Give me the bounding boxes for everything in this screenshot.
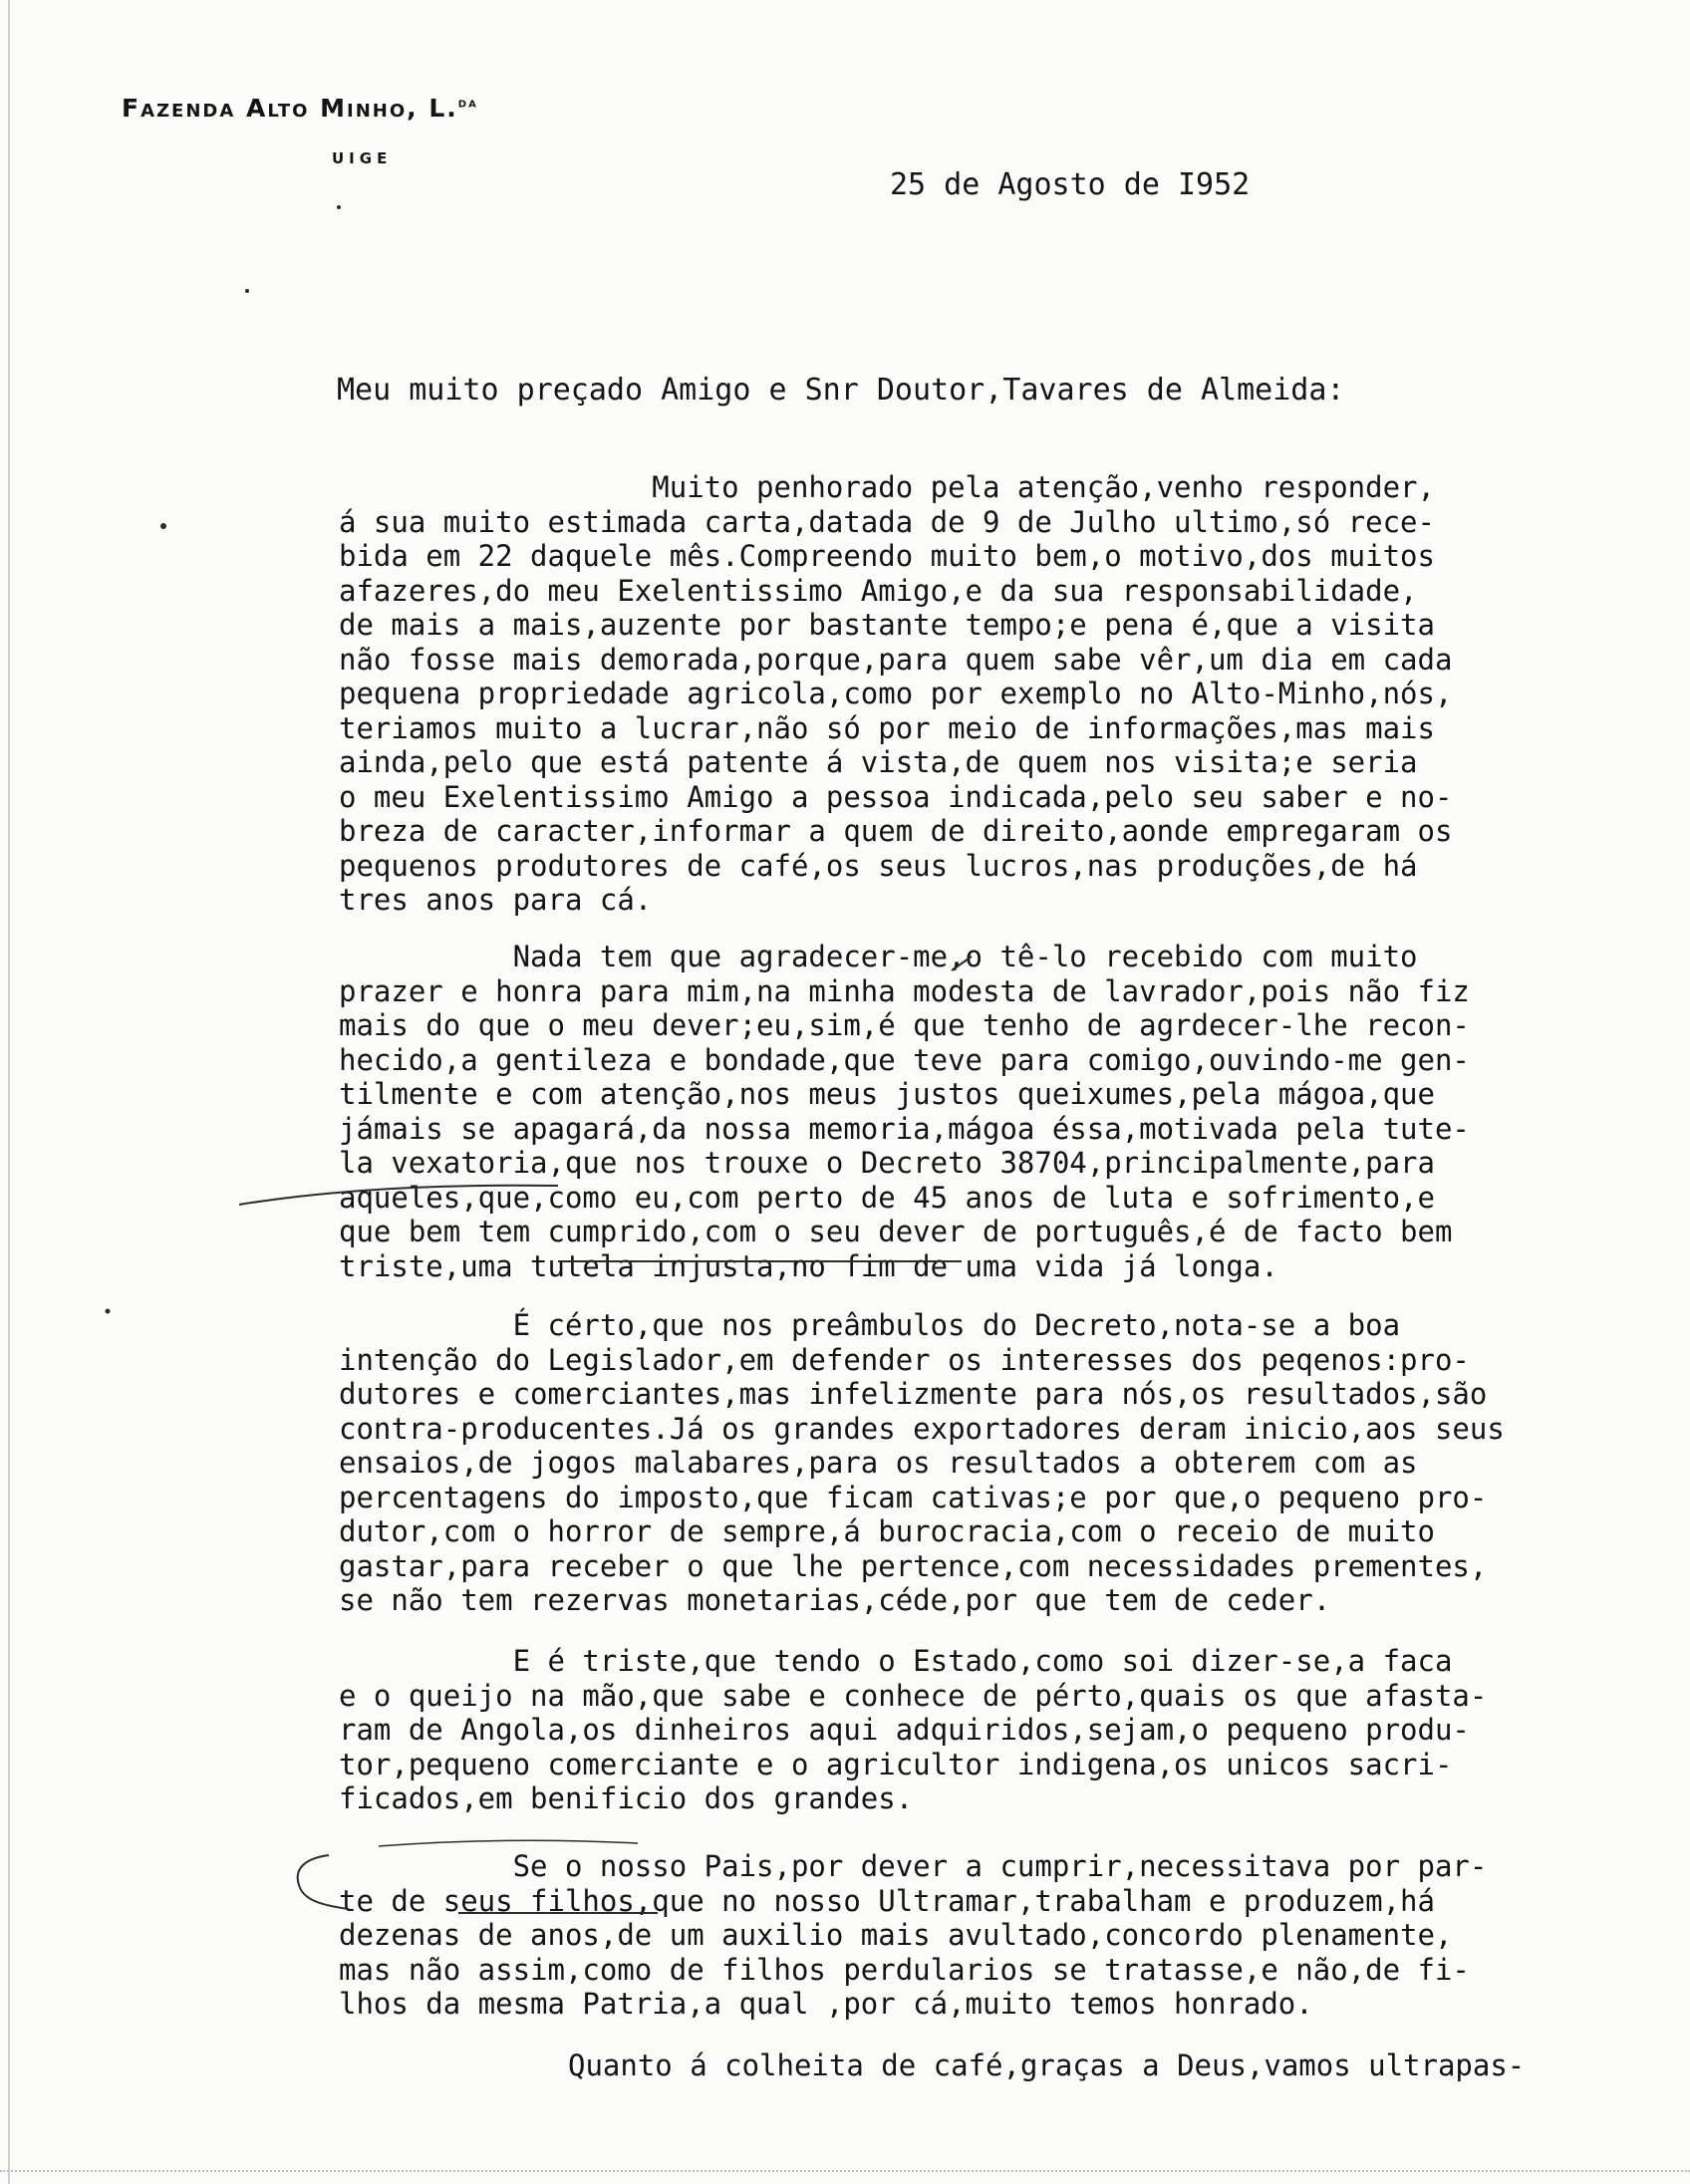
- text-line: Muito penhorado pela atenção,venho responder,: [339, 470, 1435, 504]
- text-line: dutores e comerciantes,mas infelizmente para nós,os resultados,são: [339, 1377, 1488, 1411]
- company-suffix: da: [457, 95, 478, 112]
- text-line: o meu Exelentissimo Amigo a pessoa indicada,pelo seu saber e no-: [339, 779, 1453, 814]
- text-line: contra-producentes.Já os grandes exportadores deram inicio,aos seus: [339, 1411, 1505, 1446]
- text-line: de mais a mais,auzente por bastante tempo;e pena é,que a visita: [339, 608, 1435, 642]
- text-line: breza de caracter,informar a quem de direito,aonde empregaram os: [339, 814, 1453, 848]
- text-line: É cérto,que nos preâmbulos do Decreto,nota-se a boa: [339, 1308, 1401, 1342]
- paragraph-4: [339, 1644, 1654, 1816]
- text-line: dezenas de anos,de um auxilio mais avultado,concordo plenamente,: [339, 1918, 1453, 1952]
- ink-dot: [160, 523, 166, 529]
- text-line: tilmente e com atenção,nos meus justos queixumes,pela mágoa,que: [339, 1077, 1435, 1111]
- text-line: tres anos para cá.: [339, 883, 653, 917]
- text-line: prazer e honra para mim,na minha modesta de lavrador,pois não fiz: [339, 973, 1470, 1008]
- salutation: Meu muito preçado Amigo e Snr Doutor,Tavares de Almeida:: [337, 373, 1345, 408]
- text-line: dutor,com o horror de sempre,á burocracia,com o receio de muito: [339, 1514, 1435, 1548]
- ink-dot: [106, 1309, 111, 1314]
- text-line: mais do que o meu dever;eu,sim,é que tenho de agrdecer-lhe recon-: [339, 1008, 1470, 1042]
- paragraph-5: [339, 1849, 1654, 2022]
- text-line: tor,pequeno comerciante e o agricultor indigena,os unicos sacri-: [339, 1747, 1453, 1781]
- text-line: bida em 22 daquele mês.Compreendo muito bem,o motivo,dos muitos: [339, 539, 1435, 573]
- paragraph-2: [339, 940, 1654, 1283]
- text-line: mas não assim,como de filhos perdularios se tratasse,e não,de fi-: [339, 1952, 1470, 1987]
- text-line: la vexatoria,que nos trouxe o Decreto 38704,principalmente,para: [339, 1146, 1435, 1180]
- text-line: e o queijo na mão,que sabe e conhece de pérto,quais os que afasta-: [339, 1678, 1488, 1713]
- text-line: aqueles,que,como eu,com perto de 45 anos de luta e sofrimento,e: [339, 1180, 1435, 1215]
- text-line: jámais se apagará,da nossa memoria,mágoa éssa,motivada pela tute-: [339, 1111, 1470, 1146]
- text-line: se não tem rezervas monetarias,céde,por que tem de ceder.: [339, 1583, 1331, 1617]
- text-line: Nada tem que agradecer-me,o tê-lo recebido com muito: [339, 940, 1418, 973]
- text-line: ficados,em benificio dos grandes.: [339, 1781, 914, 1815]
- perforation-line: [0, 2170, 1690, 2173]
- letter-date: 25 de Agosto de I952: [890, 167, 1251, 202]
- paragraph-1: [339, 470, 1654, 918]
- pen-underline-mark: [379, 1840, 638, 1846]
- text-line: afazeres,do meu Exelentissimo Amigo,e da sua responsabilidade,: [339, 573, 1418, 608]
- text-line: ram de Angola,os dinheiros aqui adquiridos,sejam,o pequeno produ-: [339, 1713, 1470, 1747]
- text-line: intenção do Legislador,em defender os interesses dos peqenos:pro-: [339, 1342, 1470, 1377]
- company-name: Fazenda Alto Minho, L.: [122, 94, 458, 123]
- text-line: te de seus filhos,que no nosso Ultramar,trabalham e produzem,há: [339, 1883, 1435, 1918]
- text-line: triste,uma tutela injusta,no fim de uma vida já longa.: [339, 1248, 1278, 1283]
- ink-dot: [245, 289, 249, 293]
- text-line: pequenos produtores de café,os seus lucros,nas produções,de há: [339, 848, 1418, 883]
- text-line: gastar,para receber o que lhe pertence,com necessidades prementes,: [339, 1548, 1488, 1583]
- text-line: que bem tem cumprido,com o seu dever de português,é de facto bem: [339, 1215, 1453, 1248]
- ink-dot: [337, 205, 341, 209]
- text-line: á sua muito estimada carta,datada de 9 de Julho ultimo,só rece-: [339, 504, 1435, 539]
- text-line: pequena propriedade agricola,como por exemplo no Alto-Minho,nós,: [339, 677, 1453, 710]
- text-line: percentagens do imposto,que ficam cativas;e por que,o pequeno pro-: [339, 1480, 1488, 1514]
- letterhead-company: [122, 94, 478, 123]
- page-edge: [8, 0, 10, 2184]
- text-line: lhos da mesma Patria,a qual ,por cá,muito temos honrado.: [339, 1987, 1313, 2021]
- text-line: ensaios,de jogos malabares,para os resultados a obterem com as: [339, 1446, 1418, 1480]
- closing-line: Quanto á colheita de café,graças a Deus,vamos ultrapas-: [568, 2048, 1526, 2082]
- text-line: teriamos muito a lucrar,não só por meio de informações,mas mais: [339, 710, 1435, 745]
- paragraph-3: [339, 1308, 1654, 1618]
- text-line: Se o nosso Pais,por dever a cumprir,necessitava por par-: [339, 1849, 1488, 1883]
- text-line: ainda,pelo que está patente á vista,de quem nos visita;e seria: [339, 745, 1418, 779]
- text-line: não fosse mais demorada,porque,para quem sabe vêr,um dia em cada: [339, 642, 1453, 677]
- letterhead-city: UIGE: [332, 149, 393, 167]
- text-line: E é triste,que tendo o Estado,como soi dizer-se,a faca: [339, 1644, 1453, 1678]
- text-line: hecido,a gentileza e bondade,que teve para comigo,ouvindo-me gen-: [339, 1042, 1470, 1077]
